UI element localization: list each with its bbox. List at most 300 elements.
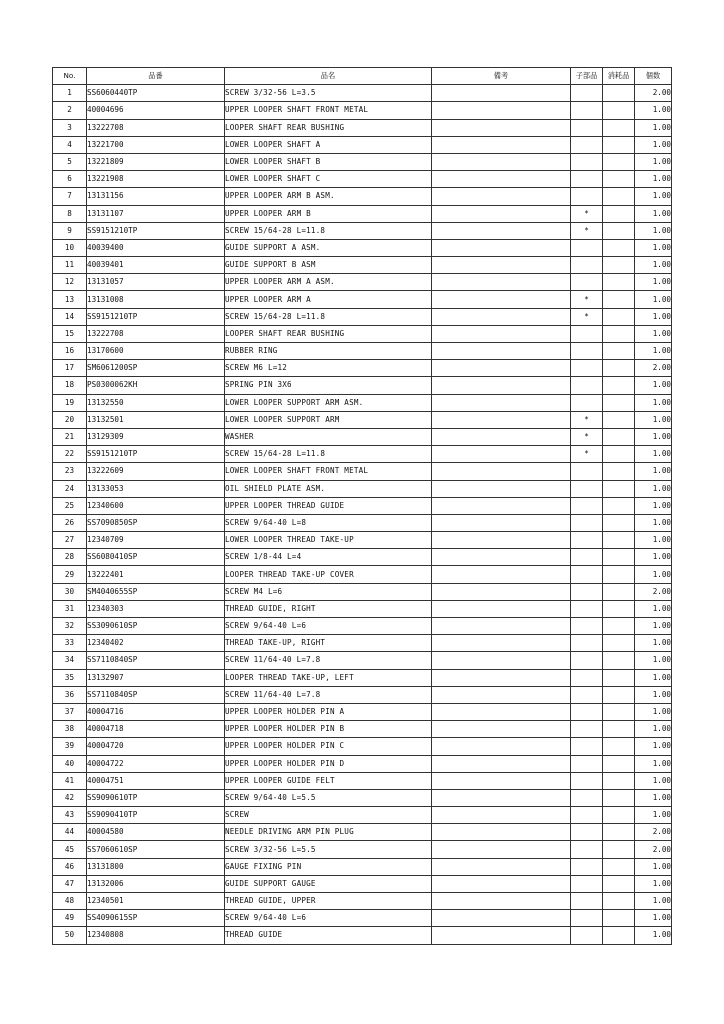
table-row (53, 153, 672, 170)
cell-name: UPPER LOOPER THREAD GUIDE (225, 497, 432, 514)
cell-qty: 1.00 (635, 257, 672, 274)
cell-name: LOWER LOOPER SUPPORT ARM (225, 411, 432, 428)
table-row (53, 635, 672, 652)
cell-name: GUIDE SUPPORT GAUGE (225, 875, 432, 892)
cell-qty: 1.00 (635, 222, 672, 239)
cell-consumable (603, 841, 635, 858)
table-row (53, 618, 672, 635)
cell-consumable (603, 807, 635, 824)
cell-qty: 1.00 (635, 153, 672, 170)
cell-qty: 1.00 (635, 566, 672, 583)
cell-remarks (432, 721, 571, 738)
cell-consumable (603, 738, 635, 755)
cell-sub-part (571, 635, 603, 652)
cell-sub-part (571, 85, 603, 102)
table-row (53, 669, 672, 686)
cell-consumable (603, 360, 635, 377)
cell-consumable (603, 136, 635, 153)
table-row (53, 480, 672, 497)
cell-no: 5 (53, 153, 87, 170)
cell-remarks (432, 136, 571, 153)
header-no: No. (53, 68, 87, 85)
cell-consumable (603, 171, 635, 188)
cell-qty: 1.00 (635, 807, 672, 824)
cell-name: LOOPER SHAFT REAR BUSHING (225, 325, 432, 342)
cell-sub-part (571, 119, 603, 136)
cell-part-no: 13131107 (87, 205, 225, 222)
cell-consumable (603, 514, 635, 531)
cell-consumable (603, 910, 635, 927)
table-row (53, 910, 672, 927)
cell-qty: 1.00 (635, 291, 672, 308)
cell-no: 47 (53, 875, 87, 892)
cell-no: 2 (53, 102, 87, 119)
cell-remarks (432, 600, 571, 617)
cell-remarks (432, 755, 571, 772)
cell-remarks (432, 703, 571, 720)
cell-consumable (603, 377, 635, 394)
table-row (53, 686, 672, 703)
cell-consumable (603, 635, 635, 652)
cell-qty: 1.00 (635, 772, 672, 789)
cell-qty: 1.00 (635, 188, 672, 205)
cell-no: 8 (53, 205, 87, 222)
cell-remarks (432, 618, 571, 635)
table-row (53, 411, 672, 428)
cell-sub-part (571, 480, 603, 497)
cell-remarks (432, 463, 571, 480)
cell-part-no: SS9151210TP (87, 446, 225, 463)
cell-name: SCREW 11/64-40 L=7.8 (225, 686, 432, 703)
cell-qty: 1.00 (635, 549, 672, 566)
cell-remarks (432, 824, 571, 841)
cell-no: 23 (53, 463, 87, 480)
cell-name: LOOPER THREAD TAKE-UP COVER (225, 566, 432, 583)
table-row (53, 652, 672, 669)
cell-qty: 1.00 (635, 858, 672, 875)
cell-qty: 1.00 (635, 686, 672, 703)
cell-no: 19 (53, 394, 87, 411)
cell-consumable (603, 394, 635, 411)
cell-name: GUIDE SUPPORT A ASM. (225, 239, 432, 256)
cell-sub-part (571, 394, 603, 411)
cell-remarks (432, 893, 571, 910)
cell-part-no: SS7110840SP (87, 686, 225, 703)
cell-no: 16 (53, 343, 87, 360)
table-row (53, 841, 672, 858)
cell-consumable (603, 600, 635, 617)
cell-qty: 1.00 (635, 514, 672, 531)
cell-qty: 1.00 (635, 703, 672, 720)
cell-sub-part (571, 102, 603, 119)
cell-no: 14 (53, 308, 87, 325)
cell-remarks (432, 566, 571, 583)
cell-name: THREAD GUIDE (225, 927, 432, 944)
cell-name: UPPER LOOPER HOLDER PIN C (225, 738, 432, 755)
cell-no: 22 (53, 446, 87, 463)
cell-remarks (432, 480, 571, 497)
cell-sub-part (571, 377, 603, 394)
cell-qty: 2.00 (635, 583, 672, 600)
cell-no: 6 (53, 171, 87, 188)
cell-qty: 1.00 (635, 239, 672, 256)
cell-no: 37 (53, 703, 87, 720)
cell-qty: 1.00 (635, 532, 672, 549)
table-row (53, 325, 672, 342)
cell-no: 27 (53, 532, 87, 549)
table-row (53, 222, 672, 239)
cell-part-no: SM6061200SP (87, 360, 225, 377)
cell-name: SCREW 9/64-40 L=6 (225, 910, 432, 927)
cell-name: SCREW 3/32-56 L=5.5 (225, 841, 432, 858)
table-row (53, 738, 672, 755)
cell-qty: 1.00 (635, 411, 672, 428)
cell-sub-part (571, 686, 603, 703)
cell-sub-part (571, 239, 603, 256)
cell-part-no: 12340303 (87, 600, 225, 617)
cell-qty: 2.00 (635, 360, 672, 377)
table-row (53, 343, 672, 360)
cell-qty: 1.00 (635, 119, 672, 136)
cell-qty: 1.00 (635, 618, 672, 635)
cell-part-no: 13131800 (87, 858, 225, 875)
cell-no: 38 (53, 721, 87, 738)
cell-qty: 1.00 (635, 497, 672, 514)
cell-consumable (603, 188, 635, 205)
cell-consumable (603, 274, 635, 291)
header-remarks: 備考 (432, 68, 571, 85)
table-row (53, 755, 672, 772)
cell-sub-part (571, 343, 603, 360)
cell-consumable (603, 858, 635, 875)
cell-name: LOWER LOOPER SUPPORT ARM ASM. (225, 394, 432, 411)
cell-qty: 1.00 (635, 789, 672, 806)
parts-list-table (52, 67, 672, 945)
cell-sub-part (571, 652, 603, 669)
cell-remarks (432, 85, 571, 102)
cell-sub-part (571, 600, 603, 617)
cell-consumable (603, 566, 635, 583)
cell-no: 33 (53, 635, 87, 652)
cell-qty: 1.00 (635, 875, 672, 892)
table-row (53, 171, 672, 188)
cell-remarks (432, 875, 571, 892)
table-row (53, 549, 672, 566)
cell-sub-part (571, 721, 603, 738)
cell-name: UPPER LOOPER GUIDE FELT (225, 772, 432, 789)
cell-no: 4 (53, 136, 87, 153)
table-row (53, 377, 672, 394)
cell-qty: 2.00 (635, 824, 672, 841)
cell-no: 42 (53, 789, 87, 806)
cell-name: RUBBER RING (225, 343, 432, 360)
cell-qty: 1.00 (635, 652, 672, 669)
cell-consumable (603, 583, 635, 600)
cell-remarks (432, 789, 571, 806)
cell-name: UPPER LOOPER ARM A (225, 291, 432, 308)
cell-no: 24 (53, 480, 87, 497)
cell-part-no: SS6080410SP (87, 549, 225, 566)
cell-qty: 1.00 (635, 480, 672, 497)
cell-no: 26 (53, 514, 87, 531)
cell-no: 9 (53, 222, 87, 239)
cell-consumable (603, 532, 635, 549)
cell-sub-part (571, 841, 603, 858)
cell-consumable (603, 772, 635, 789)
cell-name: LOWER LOOPER SHAFT A (225, 136, 432, 153)
cell-part-no: 13132501 (87, 411, 225, 428)
cell-remarks (432, 257, 571, 274)
header-sub-part: 子部品 (571, 68, 603, 85)
cell-qty: 1.00 (635, 171, 672, 188)
cell-remarks (432, 308, 571, 325)
cell-name: UPPER LOOPER HOLDER PIN B (225, 721, 432, 738)
cell-qty: 1.00 (635, 377, 672, 394)
cell-part-no: SS7110840SP (87, 652, 225, 669)
cell-no: 46 (53, 858, 87, 875)
cell-sub-part (571, 772, 603, 789)
cell-consumable (603, 703, 635, 720)
cell-consumable (603, 927, 635, 944)
cell-no: 32 (53, 618, 87, 635)
cell-sub-part: * (571, 222, 603, 239)
table-row (53, 497, 672, 514)
cell-sub-part (571, 188, 603, 205)
cell-no: 48 (53, 893, 87, 910)
cell-no: 20 (53, 411, 87, 428)
cell-part-no: 13221908 (87, 171, 225, 188)
cell-qty: 1.00 (635, 274, 672, 291)
cell-part-no: PS0300062KH (87, 377, 225, 394)
table-row (53, 239, 672, 256)
table-row (53, 893, 672, 910)
table-row (53, 428, 672, 445)
cell-consumable (603, 343, 635, 360)
cell-remarks (432, 858, 571, 875)
table-row (53, 703, 672, 720)
cell-qty: 1.00 (635, 102, 672, 119)
cell-qty: 1.00 (635, 721, 672, 738)
cell-no: 50 (53, 927, 87, 944)
table-row (53, 446, 672, 463)
cell-no: 36 (53, 686, 87, 703)
table-row (53, 566, 672, 583)
cell-consumable (603, 85, 635, 102)
cell-sub-part: * (571, 446, 603, 463)
cell-part-no: 12340709 (87, 532, 225, 549)
cell-sub-part (571, 703, 603, 720)
header-part-no: 品番 (87, 68, 225, 85)
cell-remarks (432, 188, 571, 205)
cell-sub-part: * (571, 291, 603, 308)
cell-no: 12 (53, 274, 87, 291)
table-row (53, 583, 672, 600)
cell-remarks (432, 669, 571, 686)
cell-consumable (603, 497, 635, 514)
cell-consumable (603, 102, 635, 119)
cell-qty: 1.00 (635, 669, 672, 686)
table-row (53, 188, 672, 205)
cell-qty: 1.00 (635, 446, 672, 463)
table-row (53, 291, 672, 308)
cell-qty: 1.00 (635, 308, 672, 325)
cell-qty: 1.00 (635, 893, 672, 910)
cell-name: SCREW 9/64-40 L=5.5 (225, 789, 432, 806)
cell-sub-part (571, 807, 603, 824)
table-row (53, 858, 672, 875)
cell-part-no: 40039401 (87, 257, 225, 274)
cell-no: 11 (53, 257, 87, 274)
cell-no: 25 (53, 497, 87, 514)
cell-remarks (432, 343, 571, 360)
cell-remarks (432, 772, 571, 789)
cell-no: 17 (53, 360, 87, 377)
cell-sub-part (571, 497, 603, 514)
cell-sub-part (571, 463, 603, 480)
cell-consumable (603, 618, 635, 635)
cell-sub-part (571, 274, 603, 291)
cell-part-no: SS3090610SP (87, 618, 225, 635)
table-row (53, 721, 672, 738)
cell-remarks (432, 325, 571, 342)
cell-sub-part (571, 893, 603, 910)
cell-name: SCREW M6 L=12 (225, 360, 432, 377)
table-row (53, 102, 672, 119)
header-name: 品名 (225, 68, 432, 85)
cell-no: 39 (53, 738, 87, 755)
cell-no: 40 (53, 755, 87, 772)
cell-no: 49 (53, 910, 87, 927)
cell-part-no: 13132006 (87, 875, 225, 892)
cell-sub-part: * (571, 428, 603, 445)
cell-sub-part (571, 875, 603, 892)
cell-no: 41 (53, 772, 87, 789)
cell-part-no: 12340808 (87, 927, 225, 944)
cell-consumable (603, 291, 635, 308)
cell-no: 18 (53, 377, 87, 394)
cell-sub-part (571, 514, 603, 531)
cell-part-no: SS9151210TP (87, 308, 225, 325)
cell-name: WASHER (225, 428, 432, 445)
cell-sub-part (571, 171, 603, 188)
table-row (53, 514, 672, 531)
cell-qty: 1.00 (635, 205, 672, 222)
cell-name: LOWER LOOPER THREAD TAKE-UP (225, 532, 432, 549)
cell-part-no: 13132550 (87, 394, 225, 411)
cell-name: SCREW 15/64-28 L=11.8 (225, 446, 432, 463)
cell-qty: 2.00 (635, 85, 672, 102)
cell-name: SCREW 3/32-56 L=3.5 (225, 85, 432, 102)
cell-name: SCREW 9/64-40 L=6 (225, 618, 432, 635)
table-row (53, 772, 672, 789)
table-row (53, 274, 672, 291)
header-consumable: 消耗品 (603, 68, 635, 85)
cell-part-no: SS9090610TP (87, 789, 225, 806)
cell-qty: 1.00 (635, 394, 672, 411)
cell-part-no: 13129309 (87, 428, 225, 445)
cell-part-no: SS7060610SP (87, 841, 225, 858)
cell-part-no: 40004696 (87, 102, 225, 119)
cell-sub-part: * (571, 411, 603, 428)
cell-name: GUIDE SUPPORT B ASM (225, 257, 432, 274)
cell-no: 44 (53, 824, 87, 841)
cell-no: 1 (53, 85, 87, 102)
table-row (53, 257, 672, 274)
cell-part-no: SS6060440TP (87, 85, 225, 102)
cell-sub-part (571, 927, 603, 944)
cell-name: LOOPER SHAFT REAR BUSHING (225, 119, 432, 136)
cell-remarks (432, 841, 571, 858)
cell-sub-part (571, 910, 603, 927)
cell-remarks (432, 549, 571, 566)
table-row (53, 532, 672, 549)
cell-sub-part (571, 583, 603, 600)
cell-sub-part (571, 755, 603, 772)
cell-remarks (432, 652, 571, 669)
cell-no: 10 (53, 239, 87, 256)
cell-consumable (603, 411, 635, 428)
cell-sub-part (571, 549, 603, 566)
table-row (53, 85, 672, 102)
cell-part-no: SS4090615SP (87, 910, 225, 927)
cell-name: LOOPER THREAD TAKE-UP, LEFT (225, 669, 432, 686)
cell-remarks (432, 532, 571, 549)
cell-consumable (603, 308, 635, 325)
cell-remarks (432, 377, 571, 394)
cell-sub-part (571, 566, 603, 583)
cell-part-no: 13222708 (87, 325, 225, 342)
cell-name: UPPER LOOPER ARM B ASM. (225, 188, 432, 205)
cell-part-no: 13222609 (87, 463, 225, 480)
cell-remarks (432, 927, 571, 944)
cell-name: UPPER LOOPER ARM A ASM. (225, 274, 432, 291)
cell-name: SCREW 15/64-28 L=11.8 (225, 222, 432, 239)
cell-sub-part (571, 153, 603, 170)
cell-name: THREAD GUIDE, UPPER (225, 893, 432, 910)
cell-remarks (432, 153, 571, 170)
cell-consumable (603, 446, 635, 463)
cell-name: SCREW 1/8-44 L=4 (225, 549, 432, 566)
cell-sub-part (571, 858, 603, 875)
cell-name: SCREW (225, 807, 432, 824)
cell-remarks (432, 497, 571, 514)
cell-part-no: 40004722 (87, 755, 225, 772)
cell-name: GAUGE FIXING PIN (225, 858, 432, 875)
table-row (53, 789, 672, 806)
cell-consumable (603, 875, 635, 892)
cell-no: 21 (53, 428, 87, 445)
cell-name: SCREW 15/64-28 L=11.8 (225, 308, 432, 325)
cell-sub-part (571, 136, 603, 153)
table-row (53, 927, 672, 944)
cell-part-no: 13133053 (87, 480, 225, 497)
cell-remarks (432, 102, 571, 119)
table-row (53, 824, 672, 841)
cell-remarks (432, 686, 571, 703)
cell-remarks (432, 205, 571, 222)
cell-part-no: 13222708 (87, 119, 225, 136)
cell-remarks (432, 222, 571, 239)
cell-name: NEEDLE DRIVING ARM PIN PLUG (225, 824, 432, 841)
cell-remarks (432, 635, 571, 652)
cell-no: 3 (53, 119, 87, 136)
cell-part-no: SS9090410TP (87, 807, 225, 824)
cell-name: LOWER LOOPER SHAFT B (225, 153, 432, 170)
cell-part-no: SM4040655SP (87, 583, 225, 600)
cell-consumable (603, 325, 635, 342)
cell-qty: 1.00 (635, 600, 672, 617)
table-row (53, 308, 672, 325)
